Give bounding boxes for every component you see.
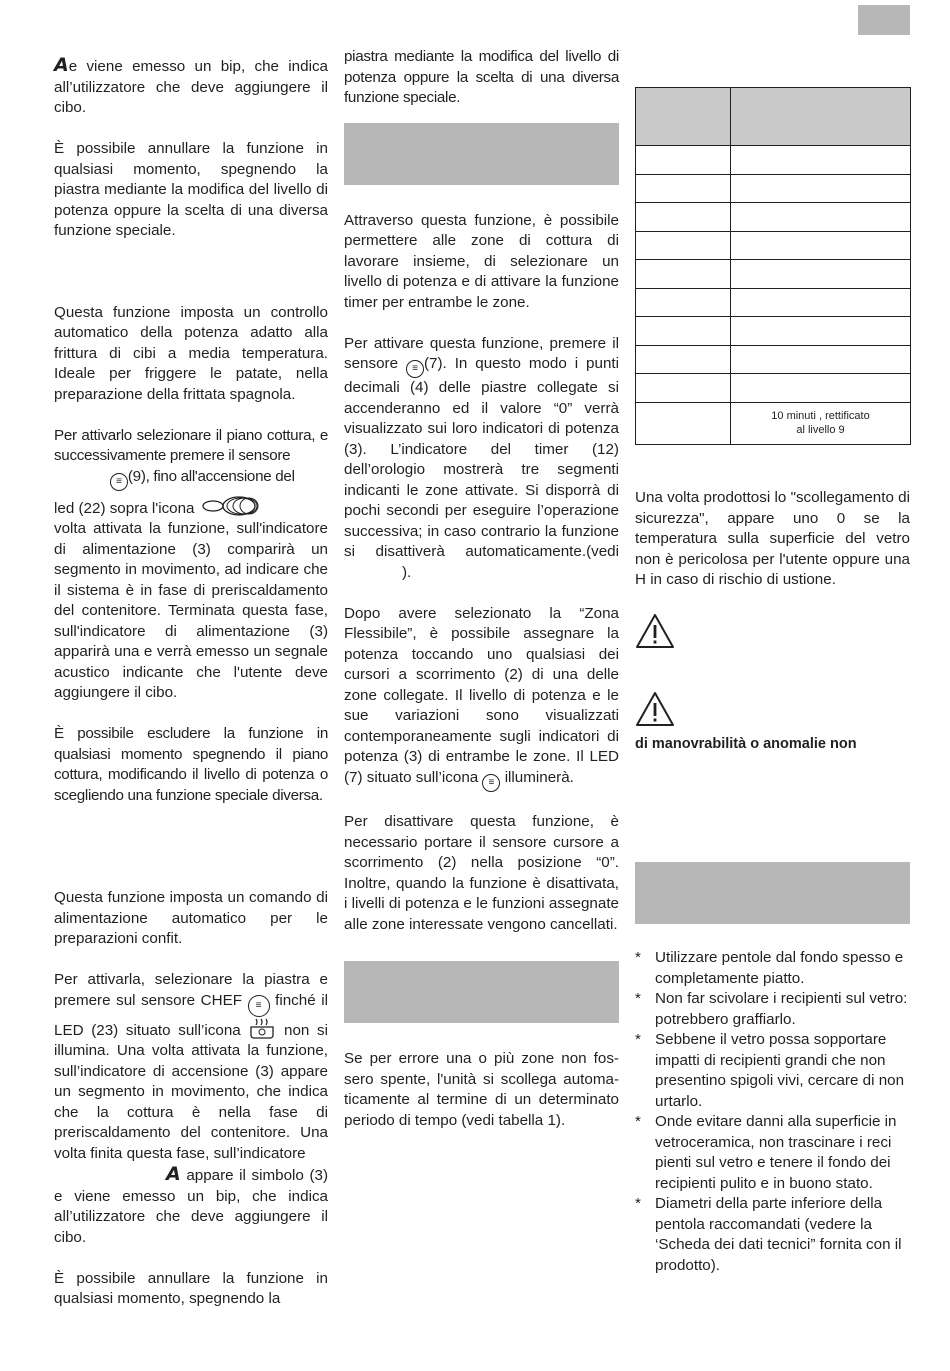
section-heading-box — [635, 862, 910, 924]
paragraph: Ae viene emesso un bip, che indica all’utilizzatore che deve aggiungere il cibo. — [54, 54, 328, 116]
paragraph: led (22) sopra l'icona — [54, 495, 328, 520]
fry-pan-icon — [199, 495, 261, 517]
paragraph: Per attivarla, selezionare la piastra e premere sul sensore CHEF ≡ finché il LED (23) situato sull’icona non si illumina. Una volta attivata la funzione, sull’indicatore di accensione (3) appare un segmento in movimento, che indica che la cottura è nella fase di preriscaldamento del contenitore. Una volta finita questa fase, sull’indicatore A appare il simbolo (3) e viene emesso un bip, che indica all’utilizzatore che deve aggiungere il cibo. — [54, 971, 328, 1246]
list-item: * Non far scivolare i recipienti sul vetro: potrebbero graffiarlo. — [635, 989, 910, 1030]
list-item: * Utilizzare pentole dal fondo spesso e completamente piatto. — [635, 948, 910, 989]
paragraph: volta attivata la funzione, sull'indicatore di alimentazione (3) comparirà un segmento in movimento, ad indicare che il sistema è in fase di preriscaldamento del contenitore. Terminata questa fase, sull'indicatore di alimentazione (3) apparirà una e verrà emesso un segnale acustico indicante che l'utente deve aggiungere il cibo. — [54, 520, 328, 701]
segment-display-symbol: A — [54, 54, 69, 76]
table-cell: 10 minuti , rettificato al livello 9 — [731, 402, 911, 444]
safety-shutdown-table — [635, 87, 911, 445]
paragraph: È possibile annullare la funzione in qualsiasi momento, spegnendo la — [54, 1269, 328, 1307]
column-middle — [344, 47, 619, 1131]
paragraph: Una volta prodottosi lo "scollegamento di sicurezza", appare uno 0 se la temperatura sulla superficie del vetro non è pericolosa per l'utente oppure una H in caso di rischio di ustione. — [635, 489, 910, 588]
list-item: * Sebbene il vetro possa sopportare impatti di recipienti grandi che non presentino spigoli vivi, cercare di non urtarlo. — [635, 1030, 910, 1112]
table-cell — [731, 88, 911, 146]
paragraph: piastra mediante la modifica del livello di potenza oppure la scelta di una diversa funzione speciale. — [344, 48, 619, 106]
section-heading-box — [344, 123, 619, 185]
confit-pot-icon — [248, 1017, 276, 1039]
flex-zone-icon: ≡ — [482, 774, 500, 792]
chef-hat-icon: ≡ — [110, 473, 128, 491]
paragraph: Dopo avere selezionato la “Zona Flessibile”, è possibile assegnare la potenza toccando uno qualsiasi dei cursori a scorrimento (2) di una delle zone collegate. Il livello di potenza e le sue variazioni sono visualizzati contemporaneamente sugli indicatori di potenza (3) di entrambe le zone. Il LED (7) situato sull’icona ≡ illuminerà. — [344, 604, 619, 792]
column-right — [635, 488, 910, 1276]
column-left — [54, 55, 328, 1310]
warning-triangle-icon — [635, 691, 675, 727]
list-item: * Onde evitare danni alla superficie in vetroceramica, non trascinare i reci pienti sul vetro e tenere il fondo dei recipienti pulito e in buono stato. — [635, 1112, 910, 1194]
table-cell — [636, 88, 731, 146]
paragraph: Per attivarlo selezionare il piano cottura, e successivamente premere il sensore ≡ (9), fino all'accensione del — [54, 426, 328, 491]
paragraph: È possibile escludere la funzione in qualsiasi momento spegnendo il piano cottura, modificando il livello di potenza o scegliendo una funzione speciale diversa. — [54, 725, 328, 804]
bold-warning-line: di manovrabilità o anomalie non — [635, 735, 857, 752]
paragraph: Per attivare questa funzione, premere il sensore ≡ (7). In questo modo i punti decimali (4) delle piastre collegate si accenderanno ed il valore “0” verrà visualizzato sui loro indicatori di potenza (3). L’indicatore del timer (12) dell’orologio mostrerà tre segmenti indicanti le zone attivate. Si disporrà di pochi secondi per eseguire l’operazione successiva; in caso contrario la funzione si disattiverà automaticamente.(vedi ). — [344, 334, 619, 581]
usage-tips-list — [635, 948, 910, 1276]
page-corner-tab — [858, 5, 910, 35]
paragraph: Questa funzione imposta un controllo automatico della potenza adatto alla frittura di cibi a media temperatura. Ideale per friggere le patate, nella preparazione della frittata spagnola. — [54, 303, 328, 403]
paragraph: Questa funzione imposta un comando di alimentazione automatico per le preparazioni confit. — [54, 889, 328, 947]
paragraph: Per disattivare questa funzione, è necessario portare il sensore cursore a scorrimento (2) nella posizione “0”. Inoltre, quando la funzione è disattivata, i livelli di potenza e le funzioni assegnate alle zone interessate vengono cancellati. — [344, 813, 619, 933]
list-item: * Diametri della parte inferiore della pentola raccomandati (vedere la ‘Scheda dei dati tecnici” fornita con il prodotto). — [635, 1194, 910, 1276]
paragraph: È possibile annullare la funzione in qualsiasi momento, spegnendo la piastra mediante la modifica del livello di potenza oppure la scelta di una diversa funzione speciale. — [54, 140, 328, 239]
section-heading-box — [344, 961, 619, 1023]
segment-display-symbol: A — [166, 1163, 181, 1185]
table-cell — [636, 402, 731, 444]
paragraph: Attraverso questa funzione, è possibile permettere alle zone di cottura di lavorare insieme, di selezionare un livello di potenza e di attivare la funzione timer per entrambe le zone. — [344, 211, 619, 311]
flex-zone-icon: ≡ — [406, 360, 424, 378]
chef-hat-icon: ≡ — [248, 995, 270, 1017]
warning-triangle-icon — [635, 613, 675, 649]
paragraph: Se per errore una o più zone non fos- sero spente, l'unità si scollega automa- ticamente al termine di un determinato periodo di tempo (vedi tabella 1). — [344, 1050, 619, 1129]
